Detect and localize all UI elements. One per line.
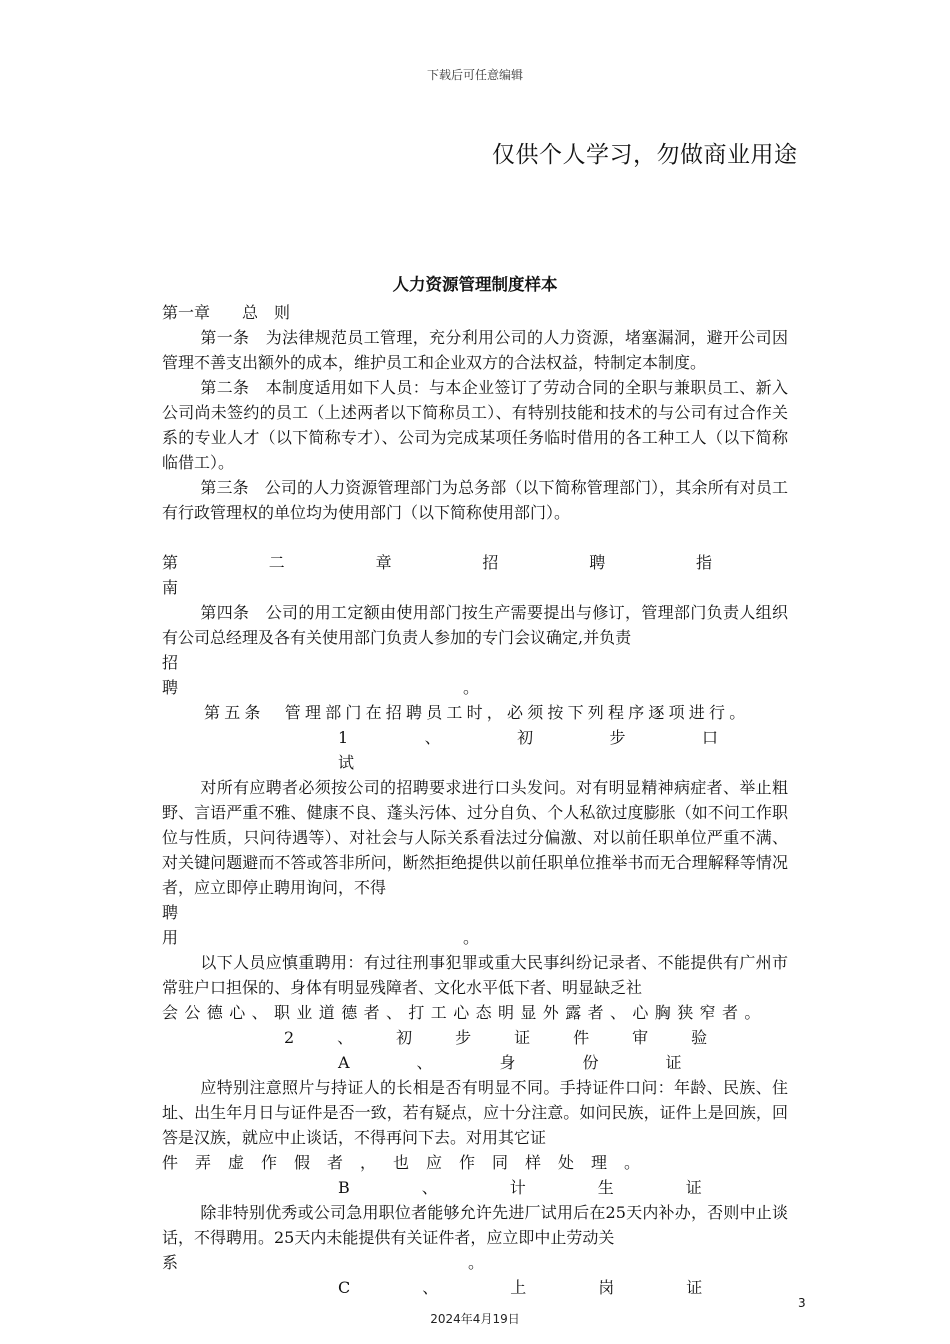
- page-header-note: 下载后可任意编辑: [426, 68, 523, 82]
- subsection-b-heading: [162, 1175, 788, 1200]
- article-3: 第三条 公司的人力资源管理部门为总务部（以下简称管理部门），其余所有对员工有行政管理权的单位均为使用部门（以下简称使用部门）。: [162, 478, 788, 522]
- chapter-2-text: 第二章招聘指南: [162, 553, 788, 597]
- article-1: 第一条 为法律规范员工管理，充分利用公司的人力资源，堵塞漏洞，避开公司因管理不善支出额外的成本，维护员工和企业双方的合法权益，特制定本制度。: [162, 328, 788, 372]
- subsection-a-para-end: [162, 1150, 788, 1175]
- section-2-heading: [162, 1025, 788, 1050]
- subsection-a-text: A、身份证: [338, 1053, 749, 1072]
- article-2: 第二条 本制度适用如下人员：与本企业签订了劳动合同的全职与兼职员工、新入公司尚未签约的员工（上述两者以下简称员工）、有特别技能和技术的与公司有过合作关系的专业人才（以下简称专才）、公司为完成某项任务临时借用的各工种工人（以下简称临借工）。: [162, 378, 788, 472]
- document-title: 人力资源管理制度样本: [392, 275, 558, 294]
- article-4-end: [162, 650, 788, 700]
- article-4: 第四条 公司的用工定额由使用部门按生产需要提出与修订，管理部门负责人组织有公司总经理及各有关使用部门负责人参加的专门会议确定,并负责: [162, 603, 788, 647]
- document-body: [162, 272, 788, 1300]
- subsection-b-para-end: [162, 1250, 788, 1275]
- section-1-para-end: [162, 900, 788, 950]
- section-1-heading: [162, 725, 788, 775]
- section-1-text: 1、初步口试: [338, 728, 788, 772]
- page-number: 3: [798, 1296, 806, 1310]
- subsection-a-para: 应特别注意照片与持证人的长相是否有明显不同。手持证件口问：年龄、民族、住址、出生年月日与证件是否一致，若有疑点，应十分注意。如问民族，证件上是回族，回答是汉族，就应中止谈话，不得再问下去。对用其它证: [162, 1078, 788, 1147]
- subsection-c-text: C、上岗证: [338, 1278, 775, 1297]
- subsection-b-text: B、计生证: [338, 1178, 774, 1197]
- section-2-text: 2、初步证件审验: [284, 1028, 751, 1047]
- subsection-a-para-end-text: 件弄虚作假者，也应作同样处理。: [162, 1153, 658, 1172]
- subsection-b-para-end-text: 系。: [162, 1253, 775, 1272]
- cautious-hiring-para: 以下人员应慎重聘用：有过往刑事犯罪或重大民事纠纷记录者、不能提供有广州市常驻户口担保的、身体有明显残障者、文化水平低下者、明显缺乏社: [162, 953, 788, 997]
- article-4-end-text: 招聘。: [162, 653, 765, 697]
- article-5-text: 第五条 管理部门在招聘员工时，必须按下列程序逐项进行。: [204, 703, 750, 722]
- subsection-c-heading: [162, 1275, 788, 1300]
- chapter-1-heading: 第一章 总 则: [162, 303, 291, 322]
- cautious-hiring-end-text: 会公德心、职业道德者、打工心态明显外露者、心胸狭窄者。: [162, 1003, 767, 1022]
- watermark-text: 仅供个人学习，勿做商业用途: [492, 142, 798, 168]
- section-1-para: 对所有应聘者必须按公司的招聘要求进行口头发问。对有明显精神病症者、举止粗野、言语严重不雅、健康不良、蓬头污体、过分自负、个人私欲过度膨胀（如不问工作职位与性质，只问待遇等）、对社会与人际关系看法过分偏激、对以前任职单位严重不满、对关键问题避而不答或答非所问，断然拒绝提供以前任职单位推举书而无合理解释等情况者，应立即停止聘用询问，不得: [162, 778, 788, 897]
- chapter-2-heading: [162, 550, 788, 600]
- section-1-para-end-text: 聘用。: [162, 903, 765, 947]
- subsection-a-heading: [162, 1050, 788, 1075]
- subsection-b-para: 除非特别优秀或公司急用职位者能够允许先进厂试用后在25天内补办，否则中止谈话，不得聘用。25天内未能提供有关证件者，应立即中止劳动关: [162, 1203, 788, 1247]
- paragraph-gap: [162, 525, 788, 550]
- footer-date: 2024年4月19日: [430, 1312, 520, 1326]
- article-5: [162, 700, 788, 725]
- cautious-hiring-end: [162, 1000, 788, 1025]
